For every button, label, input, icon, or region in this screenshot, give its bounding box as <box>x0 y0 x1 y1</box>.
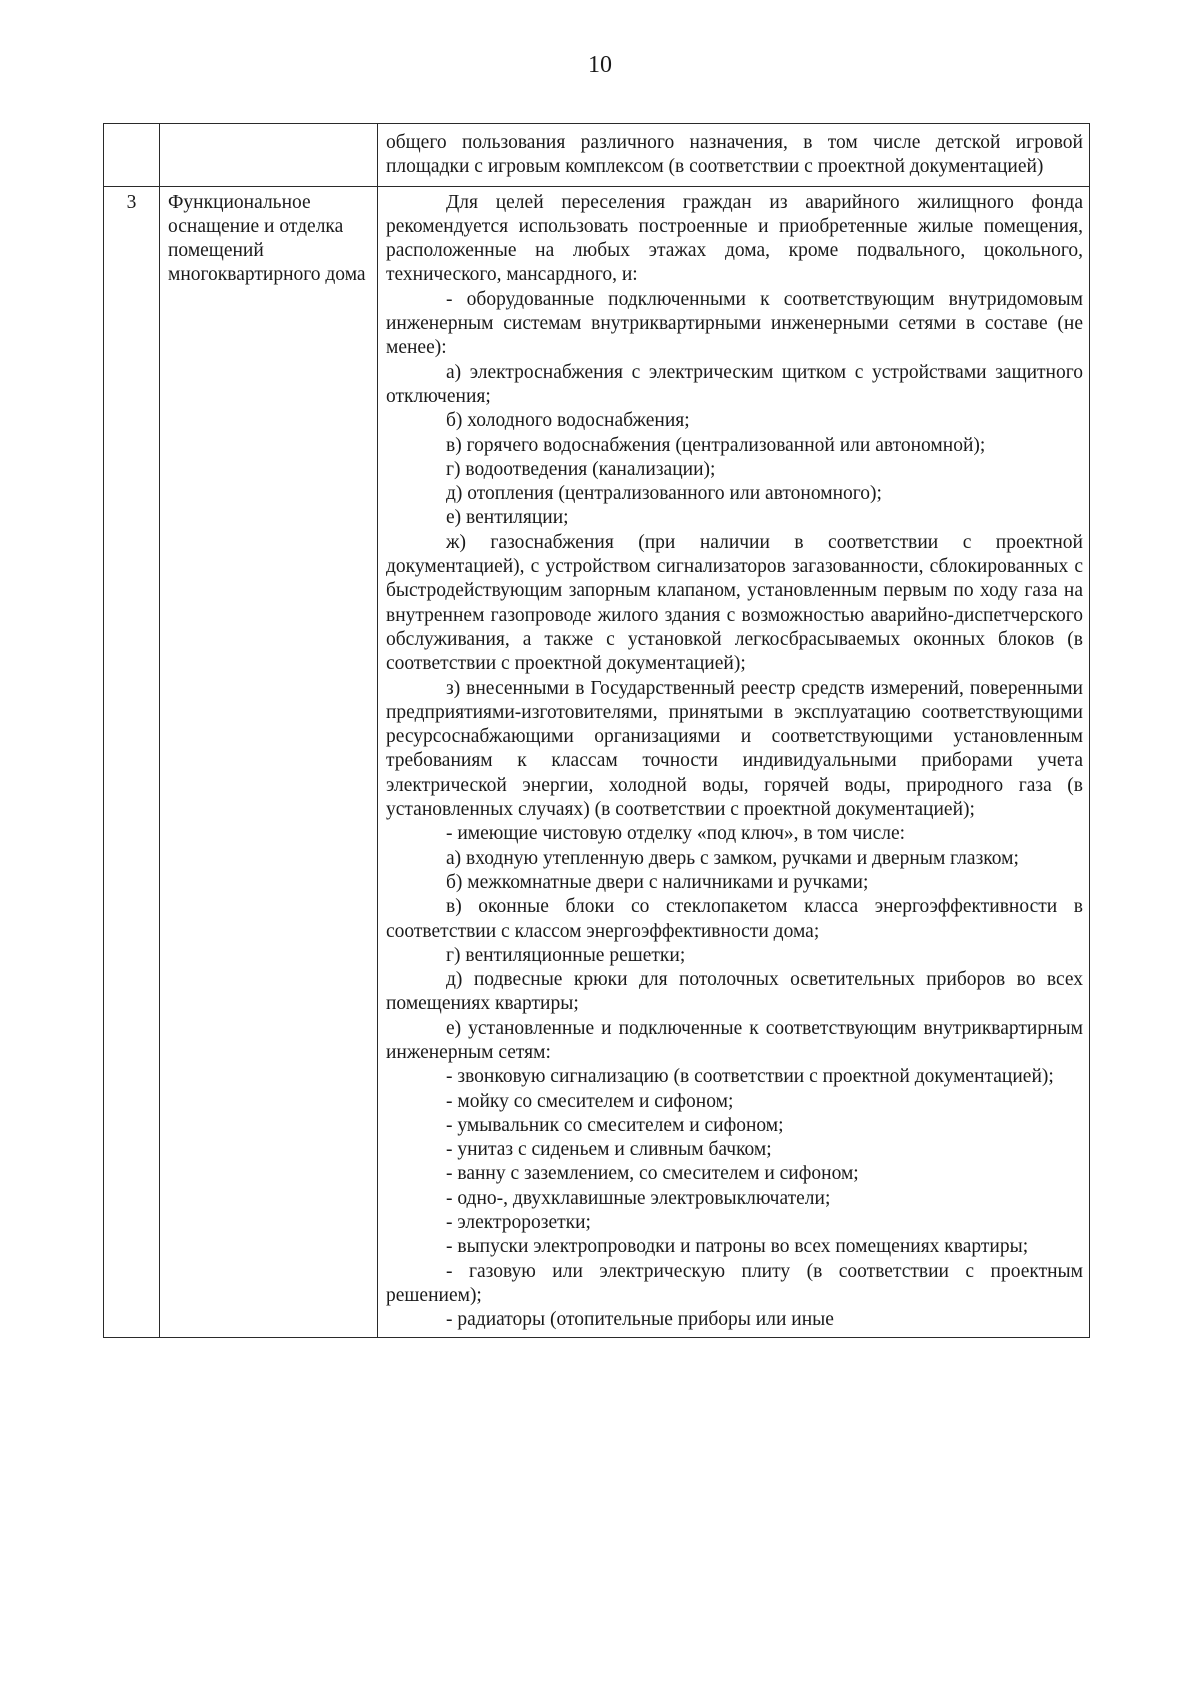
paragraph: е) вентиляции; <box>446 507 569 529</box>
row-text-cell <box>378 124 1090 187</box>
row-number-cell <box>104 124 160 187</box>
paragraph: ж) газоснабжения (при наличии в соответствии с проектной документацией), с устройством сигнализаторов загазованности, сблокированных с быстродействующим запорным клапаном, установленным первым по ходу газа на внутреннем газопроводе жилого здания с возможностью аварийно-диспетчерского обслуживания, а также с установкой легкосбрасываемых оконных блоков (в соответствии с проектной документацией); <box>386 531 1083 675</box>
paragraph: е) установленные и подключенные к соответствующим внутриквартирным инженерным сетям: <box>386 1017 1083 1063</box>
paragraph: - мойку со смесителем и сифоном; <box>446 1090 734 1112</box>
paragraph: общего пользования различного назначения, в том числе детской игровой площадки с игровым комплексом (в соответствии с проектной документацией) <box>386 132 1083 178</box>
paragraph: а) входную утепленную дверь с замком, ручками и дверным глазком; <box>446 847 1019 869</box>
paragraph: а) электроснабжения с электрическим щитком с устройствами защитного отключения; <box>386 361 1083 407</box>
paragraph: г) водоотведения (канализации); <box>446 458 716 480</box>
paragraph: - радиаторы (отопительные приборы или иные <box>446 1309 834 1331</box>
paragraph: д) отопления (централизованного или автономного); <box>446 483 882 505</box>
paragraph: б) холодного водоснабжения; <box>446 410 690 432</box>
paragraph: - звонковую сигнализацию (в соответствии с проектной документацией); <box>446 1066 1054 1088</box>
paragraph: д) подвесные крюки для потолочных осветительных приборов во всех помещениях квартиры; <box>386 969 1083 1015</box>
requirements-table <box>103 123 1090 1338</box>
paragraph: - одно-, двухклавишные электровыключатели; <box>446 1187 831 1209</box>
paragraph: - имеющие чистовую отделку «под ключ», в том числе: <box>446 823 906 845</box>
paragraph: г) вентиляционные решетки; <box>446 944 686 966</box>
paragraph: - газовую или электрическую плиту (в соответствии с проектным решением); <box>386 1260 1083 1306</box>
row-text-cell <box>378 186 1090 1337</box>
page-number: 10 <box>588 52 612 78</box>
paragraph: б) межкомнатные двери с наличниками и ручками; <box>446 871 869 893</box>
row-name-cell: Функциональное оснащение и отделка помещений многоквартирного дома <box>160 186 378 1337</box>
paragraph: - ванну с заземлением, со смесителем и сифоном; <box>446 1163 859 1185</box>
paragraph: - выпуски электропроводки и патроны во всех помещениях квартиры; <box>446 1236 1029 1258</box>
table-row <box>104 186 1090 1337</box>
paragraph: - умывальник со смесителем и сифоном; <box>446 1114 784 1136</box>
paragraph: Для целей переселения граждан из аварийного жилищного фонда рекомендуется использовать построенные и приобретенные жилые помещения, расположенные на любых этажах дома, кроме подвального, цокольного, технического, мансардного, и: <box>386 191 1083 286</box>
paragraph: - унитаз с сиденьем и сливным бачком; <box>446 1139 772 1161</box>
row-name-cell <box>160 124 378 187</box>
paragraph: в) оконные блоки со стеклопакетом класса энергоэффективности в соответствии с классом энергоэффективности дома; <box>386 896 1083 942</box>
paragraph: з) внесенными в Государственный реестр средств измерений, поверенными предприятиями-изготовителями, принятыми в эксплуатацию соответствующими ресурсоснабжающими организациями и соответствующими установленным требованиям к классам точности индивидуальными приборами учета электрической энергии, холодной воды, горячей воды, природного газа (в установленных случаях) (в соответствии с проектной документацией); <box>386 677 1083 821</box>
paragraph: - оборудованные подключенными к соответствующим внутридомовым инженерным системам внутриквартирными инженерными сетями в составе (не менее): <box>386 288 1083 359</box>
paragraph: в) горячего водоснабжения (централизованной или автономной); <box>446 434 986 456</box>
paragraph: - электророзетки; <box>446 1212 591 1234</box>
row-number-cell: 3 <box>104 186 160 1337</box>
table-row <box>104 124 1090 187</box>
